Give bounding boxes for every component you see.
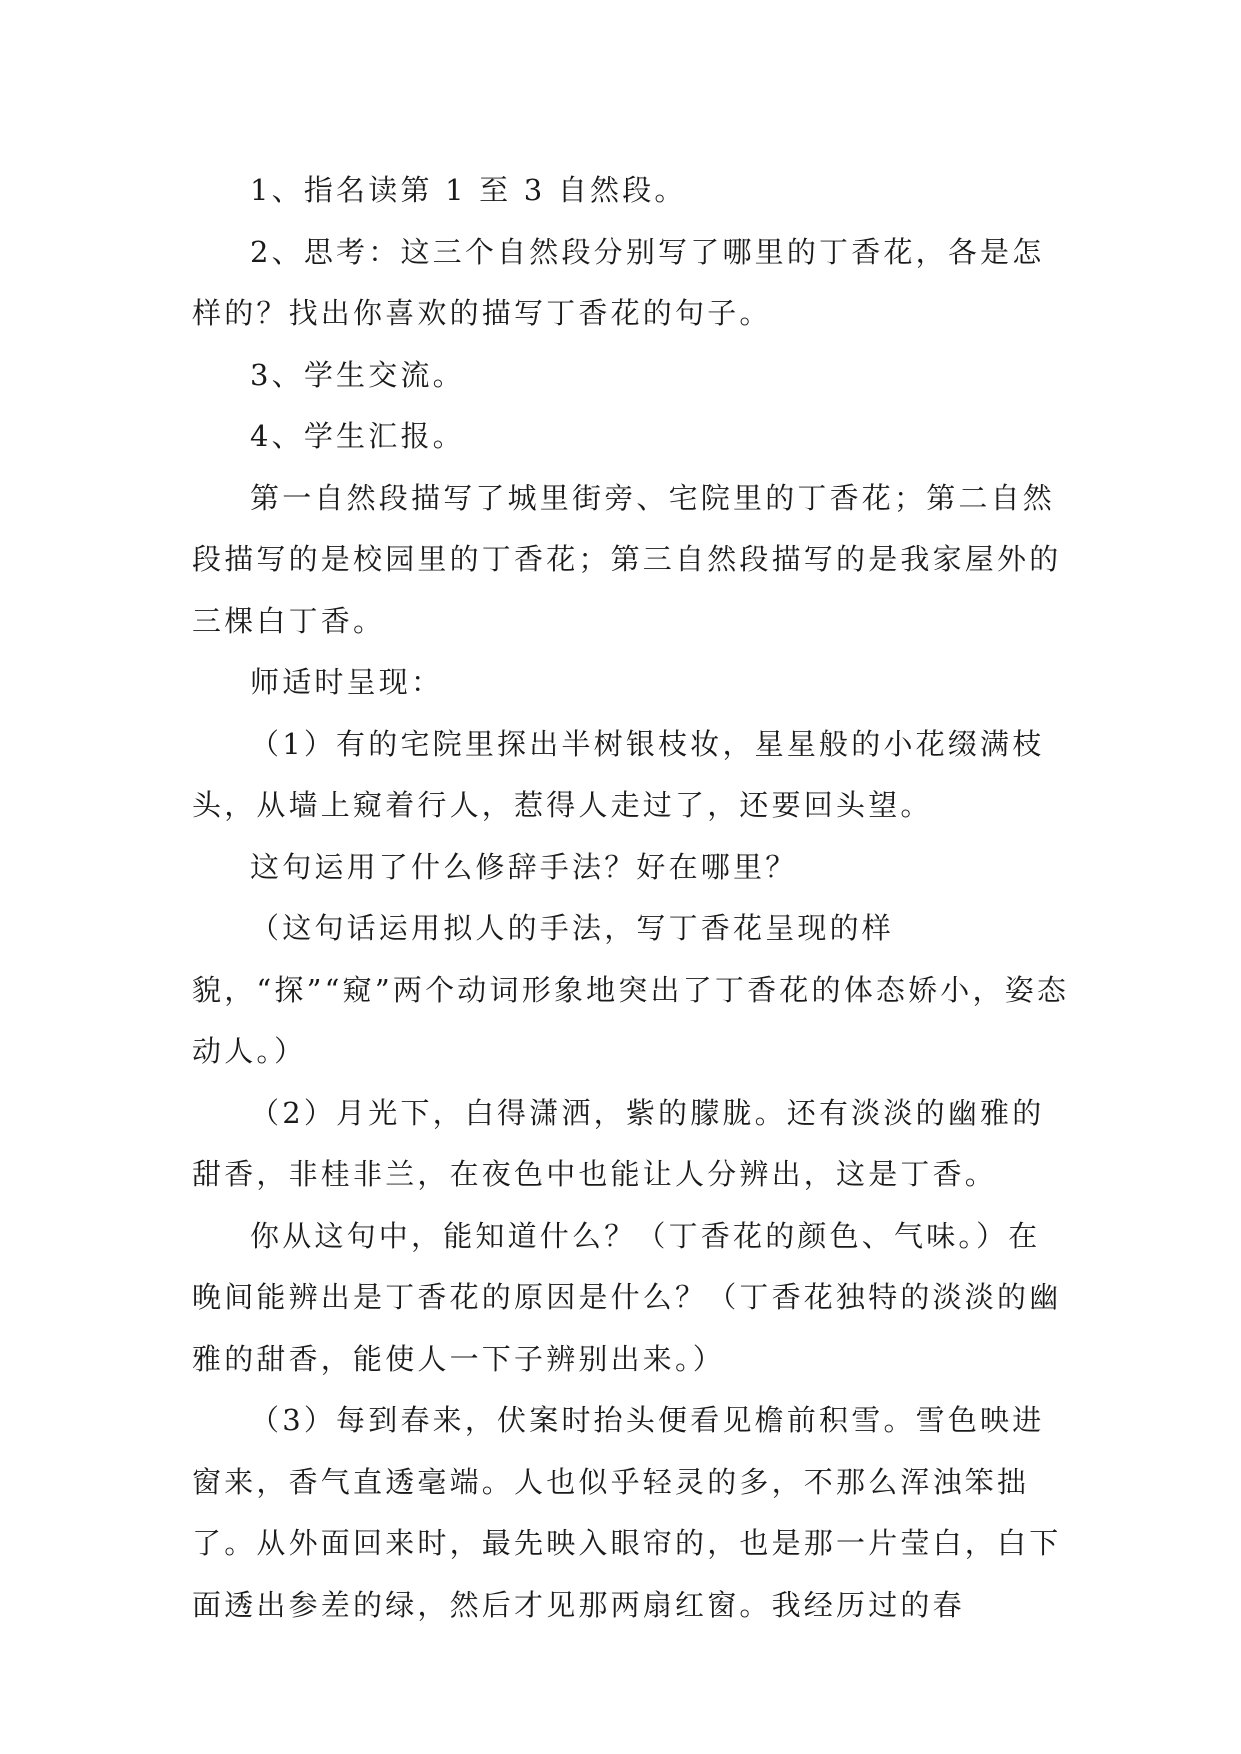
paragraph-step-2: 2、思考：这三个自然段分别写了哪里的丁香花，各是怎样的？找出你喜欢的描写丁香花的句子。 [192, 234, 1045, 330]
paragraph-quote-3: （3）每到春来，伏案时抬头便看见檐前积雪。雪色映进窗来，香气直透毫端。人也似乎轻灵的多，不那么浑浊笨拙了。从外面回来时，最先映入眼帘的，也是那一片莹白，白下面透出参差的绿，然后才见那两扇红窗。我经历过的春 [192, 1403, 1062, 1622]
paragraph-teacher-present: 师适时呈现： [250, 665, 444, 699]
paragraph-summary: 第一自然段描写了城里街旁、宅院里的丁香花；第二自然段描写的是校园里的丁香花；第三自然段描写的是我家屋外的三棵白丁香。 [192, 480, 1062, 638]
document-body [192, 160, 1072, 1636]
paragraph-answer-1: （这句话运用拟人的手法，写丁香花呈现的样貌，“探”“窥”两个动词形象地突出了丁香花的体态娇小，姿态动人。） [192, 911, 1070, 1068]
paragraph-question-1: 这句运用了什么修辞手法？好在哪里？ [250, 849, 798, 884]
paragraph-question-2: 你从这句中，能知道什么？（丁香花的颜色、气味。）在晚间能辨出是丁香花的原因是什么？（丁香花独特的淡淡的幽雅的甜香，能使人一下子辨别出来。） [192, 1218, 1062, 1376]
paragraph-quote-2: （2）月光下，白得潇洒，紫的朦胧。还有淡淡的幽雅的甜香，非桂非兰，在夜色中也能让人分辨出，这是丁香。 [192, 1095, 1045, 1191]
paragraph-step-3: 3、学生交流。 [250, 357, 465, 392]
paragraph-quote-1: （1）有的宅院里探出半树银枝妆，星星般的小花缀满枝头，从墙上窥着行人，惹得人走过了，还要回头望。 [192, 726, 1045, 822]
paragraph-step-1: 1、指名读第 1 至 3 自然段。 [250, 173, 687, 207]
paragraph-step-4: 4、学生汇报。 [250, 419, 465, 453]
